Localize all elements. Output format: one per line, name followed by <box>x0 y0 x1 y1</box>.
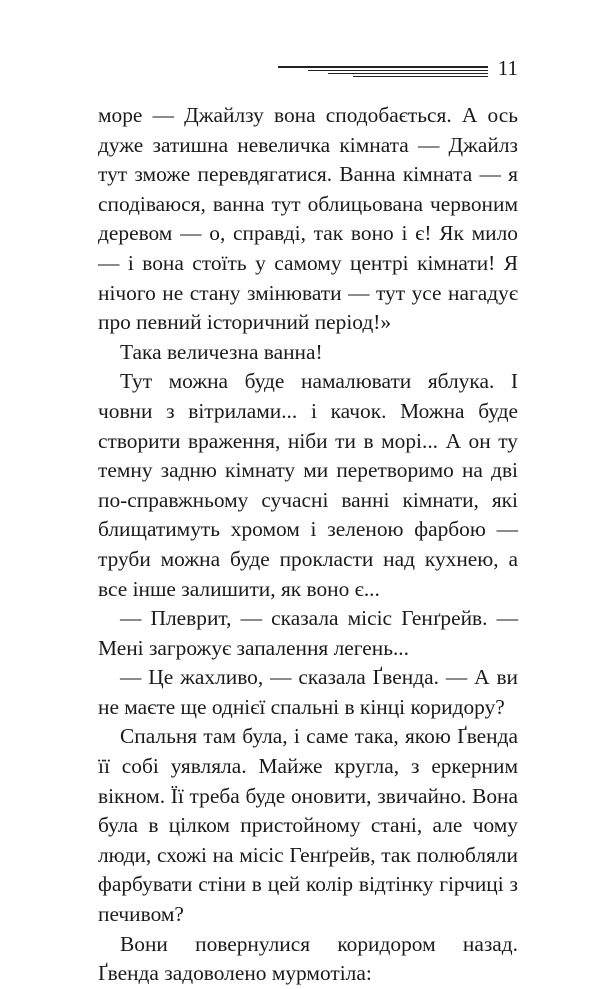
dialogue-paragraph: — Це жахливо, — сказала Ґвенда. — А ви не маєте ще однієї спальні в кінці коридору? <box>98 665 518 719</box>
paragraph: Спальня там була, і саме така, якою Ґвенда її собі уявляла. Майже кругла, з еркерним вікном. Її треба буде оновити, звичайно. Вона була в цілком пристойному стані, але чому люди, схожі на місіс Генґрейв, так полюбляли фарбувати стіни в цей колір відтінку гірчиці з печивом? <box>98 724 518 927</box>
header-rule <box>278 66 488 68</box>
paragraph: Тут можна буде намалювати яблука. І човни з вітрилами... і качок. Можна буде створити враження, ніби ти в морі... А он ту темну задню кімнату ми перетворимо на дві по-справжньому сучасні ванні кімнати, які блищатимуть хромом і зеленою фарбою — труби можна буде прокласти над кухнею, а все інше залишити, як воно є... <box>98 369 518 601</box>
header-rule <box>308 70 488 71</box>
page-header <box>98 56 518 86</box>
paragraph-continuation: море — Джайлзу вона сподобається. А ось дуже затишна невеличка кімната — Джайлз тут зможе перевдягатися. Ванна кімната — я сподіваюся, ванна тут облицьована червоним деревом — о, справді, так воно і є! Як мило — і вона стоїть у самому центрі кімнати! Я нічого не стану змінювати — тут усе нагадує про певний історичний період!» <box>98 103 518 335</box>
body-text <box>98 101 518 989</box>
paragraph: Вони повернулися коридором назад. Ґвенда задоволено мурмотіла: <box>98 931 518 986</box>
header-rule <box>328 73 488 74</box>
header-rule <box>353 76 488 77</box>
paragraph: Така величезна ванна! <box>120 339 323 364</box>
dialogue-paragraph: — Плеврит, — сказала місіс Генґрейв. — Мені загрожує запалення легень... <box>98 606 518 660</box>
header-decorative-rules <box>276 66 488 78</box>
page-number: 11 <box>497 56 518 80</box>
